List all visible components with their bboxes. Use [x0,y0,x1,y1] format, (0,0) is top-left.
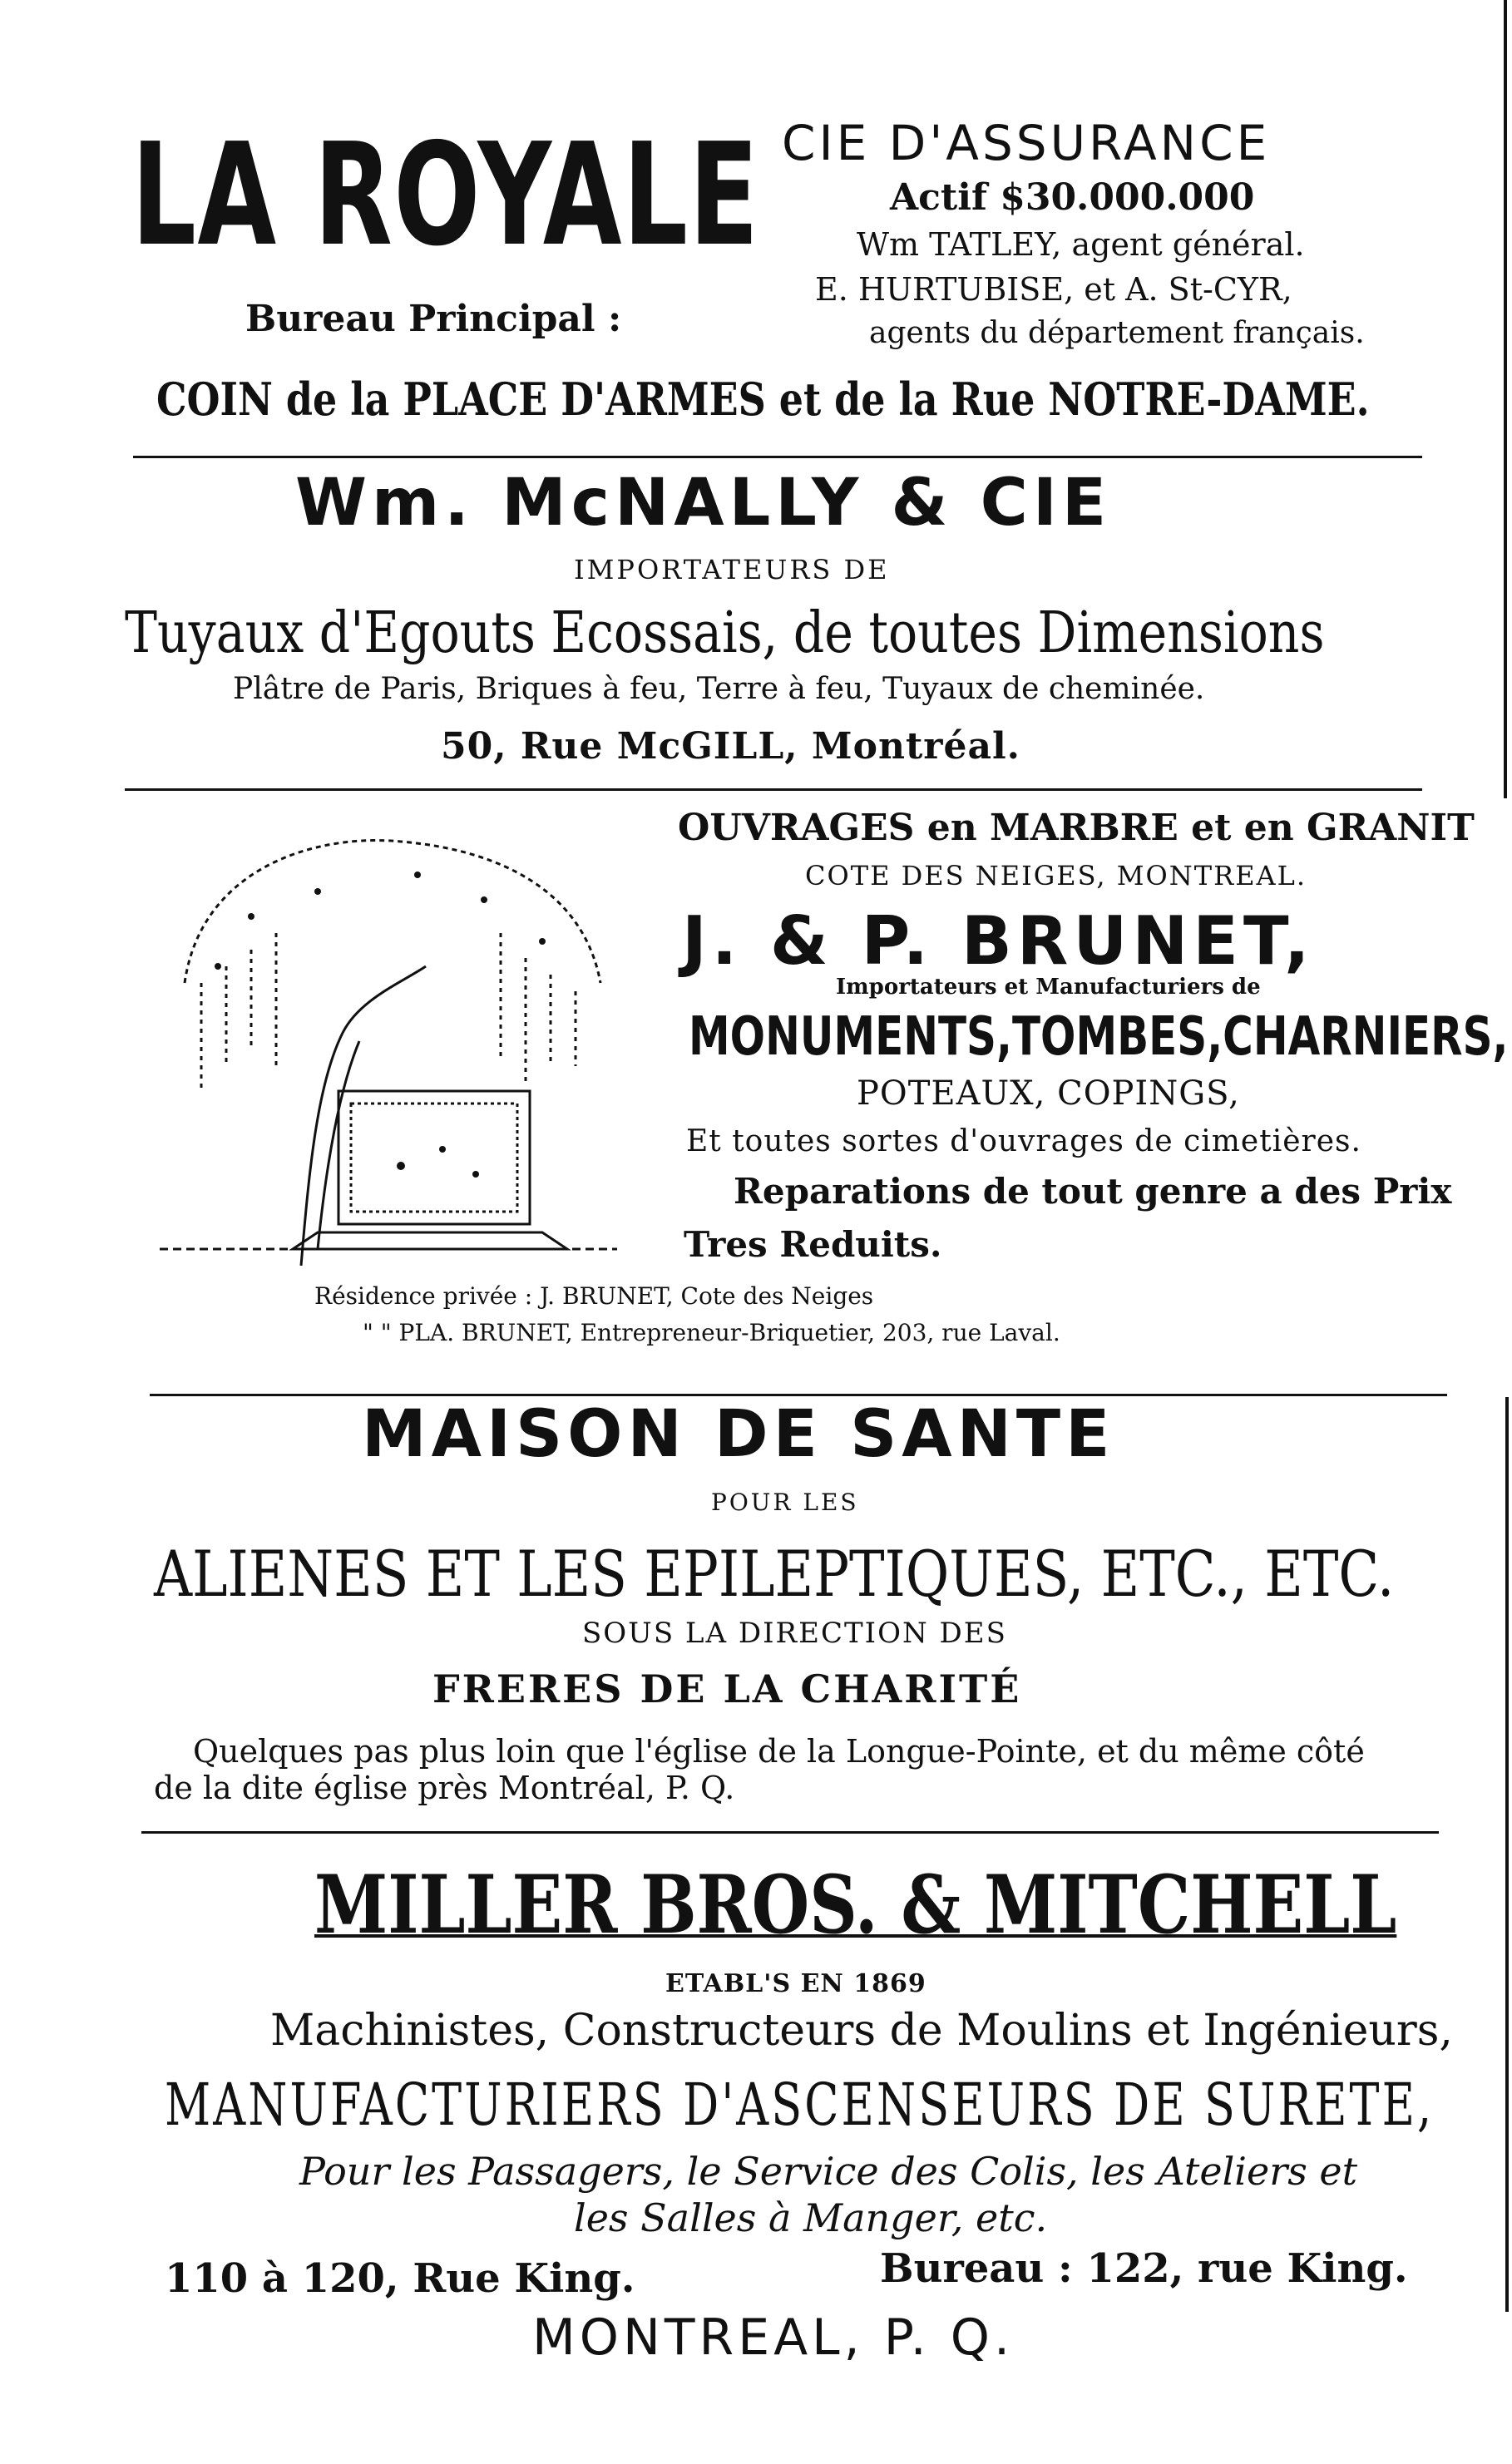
monument-willow-illustration [151,817,617,1266]
brunet-headline: OUVRAGES en MARBRE et en GRANIT [678,807,1475,849]
brunet-repairs: Reparations de tout genre a des Prix [734,1171,1452,1212]
sante-location-1: Quelques pas plus loin que l'église de la Longue-Pointe, et du même côté [193,1733,1365,1770]
sante-freres: FRERES DE LA CHARITÉ [432,1667,1022,1711]
mcnally-products-line: Plâtre de Paris, Briques à feu, Terre à feu, Tuyaux de cheminée. [233,672,1205,706]
right-border-lower [1505,1397,1509,2312]
miller-office: Bureau : 122, rue King. [880,2245,1408,2292]
mcnally-address: 50, Rue McGILL, Montréal. [441,725,1020,768]
divider-3 [150,1394,1447,1396]
brunet-residence-1: Résidence privée : J. BRUNET, Cote des Neiges [314,1282,874,1310]
sante-direction: SOUS LA DIRECTION DES [582,1617,1007,1650]
brunet-products: MONUMENTS,TOMBES,CHARNIERS, [689,1006,1509,1068]
bureau-label: Bureau Principal : [245,298,622,340]
royale-address: COIN de la PLACE D'ARMES et de la Rue NOTRE-DAME. [156,373,1370,426]
agents-line-1: E. HURTUBISE, et A. St-CYR, [815,271,1292,308]
brunet-residence-2: " " PLA. BRUNET, Entrepreneur-Briquetier, 203, rue Laval. [363,1319,1060,1346]
mcnally-product: Tuyaux d'Egouts Ecossais, de toutes Dimensions [125,600,1325,666]
brunet-works: Et toutes sortes d'ouvrages de cimetières. [686,1124,1361,1158]
mcnally-role: IMPORTATEURS DE [574,554,890,585]
agent-general: Wm TATLEY, agent général. [857,226,1305,263]
miller-address: 110 à 120, Rue King. [165,2255,635,2302]
brunet-location: COTE DES NEIGES, MONTREAL. [805,860,1307,891]
miller-for-line-1: Pour les Passagers, le Service des Colis, les Ateliers et [299,2149,1358,2194]
miller-city: MONTREAL, P. Q. [532,2308,1015,2367]
sante-pour: POUR LES [711,1489,859,1516]
miller-trade: Machinistes, Constructeurs de Moulins et Ingénieurs, [270,2006,1453,2056]
brunet-role: Importateurs et Manufacturiers de [836,975,1261,1000]
sante-location-2: de la dite église près Montréal, P. Q. [154,1770,735,1806]
divider-2 [125,788,1422,791]
miller-name: MILLER BROS. & MITCHELL [314,1858,1397,1952]
royale-logo: LA ROYALE [131,113,760,278]
brunet-products-2: POTEAUX, COPINGS, [857,1074,1240,1113]
company-type: CIE D'ASSURANCE [782,115,1271,171]
sante-subject: ALIENES ET LES EPILEPTIQUES, ETC., ETC. [154,1537,1395,1611]
divider-1 [133,456,1422,458]
mcnally-name: Wm. McNALLY & CIE [295,466,1112,541]
actif-amount: Actif $30.000.000 [890,176,1255,219]
right-border-top [1504,0,1507,798]
miller-manufacturers: MANUFACTURIERS D'ASCENSEURS DE SURETE, [165,2071,1435,2139]
brunet-name: J. & P. BRUNET, [682,902,1315,980]
miller-established: ETABL'S EN 1869 [665,1969,926,1998]
divider-4 [141,1831,1439,1834]
miller-for-line-2: les Salles à Manger, etc. [574,2195,1048,2240]
sante-title: MAISON DE SANTE [362,1397,1115,1472]
agents-line-2: agents du département français. [869,316,1365,350]
brunet-repairs-2: Tres Reduits. [684,1224,942,1265]
